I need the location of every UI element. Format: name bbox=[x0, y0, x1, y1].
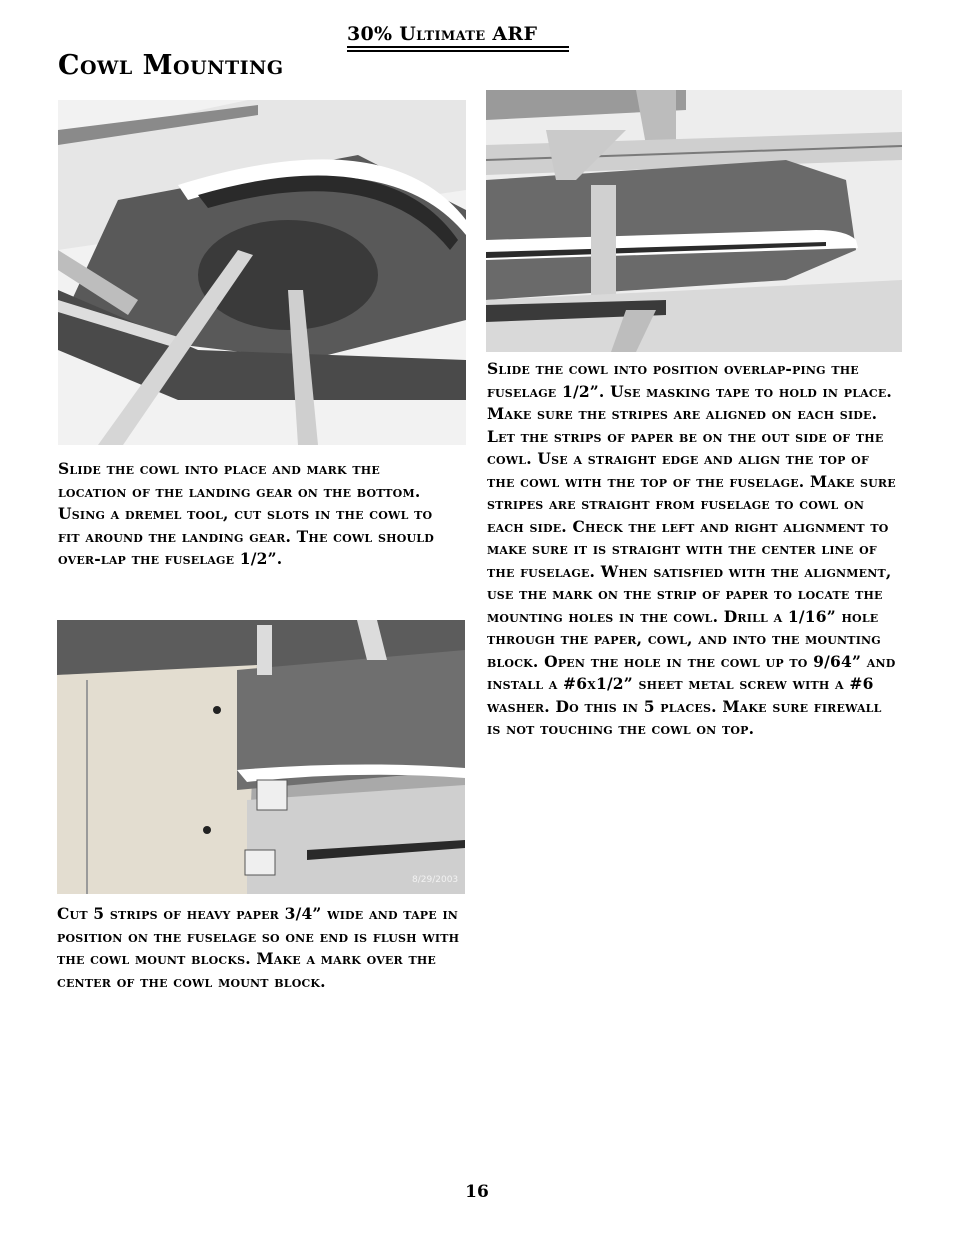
photo-date-stamp: 8/29/2003 bbox=[412, 875, 459, 885]
caption-alignment: Slide the cowl into position overlap-ping the fuselage 1/2”. Use masking tape to hold in place. Make sure the stripes are aligned on each side. Let the strips of paper be on the out side of the cowl. Use a straight edge and align the top of the cowl with the top of the fuselage. Make sure stripes are straight from fuselage to cowl on each side. Check the left and right alignment to make sure it is straight with the center line of the fuselage. When satisfied with the alignment, use the mark on the strip of paper to locate the mounting holes in the cowl. Drill a 1/16” hole through the paper, cowl, and into the mounting block. Open the hole in the cowl up to 9/64” and install a #6x1/2” sheet metal screw with a #6 washer. Do this in 5 places. Make sure firewall is not touching the cowl on top. bbox=[487, 359, 896, 738]
cowl-top-straight-edge-photo bbox=[486, 90, 902, 352]
cowl-bottom-landing-gear-photo bbox=[58, 100, 466, 445]
caption-landing-gear: Slide the cowl into place and mark the location of the landing gear on the bottom. Using a dremel tool, cut slots in the cowl to fit around the landing gear. The cowl should over-lap the fuselage 1/2”. bbox=[58, 459, 434, 568]
section-title: Cowl Mounting bbox=[58, 50, 284, 81]
page-number: 16 bbox=[465, 1182, 489, 1202]
caption-paper-strips: Cut 5 strips of heavy paper 3/4” wide and tape in position on the fuselage so one end is flush with the cowl mount blocks. Make a mark over the center of the cowl mount block. bbox=[57, 904, 460, 991]
manual-header-title: 30% Ultimate ARF bbox=[347, 22, 569, 48]
paper-strips-on-fuselage-photo bbox=[57, 620, 465, 894]
